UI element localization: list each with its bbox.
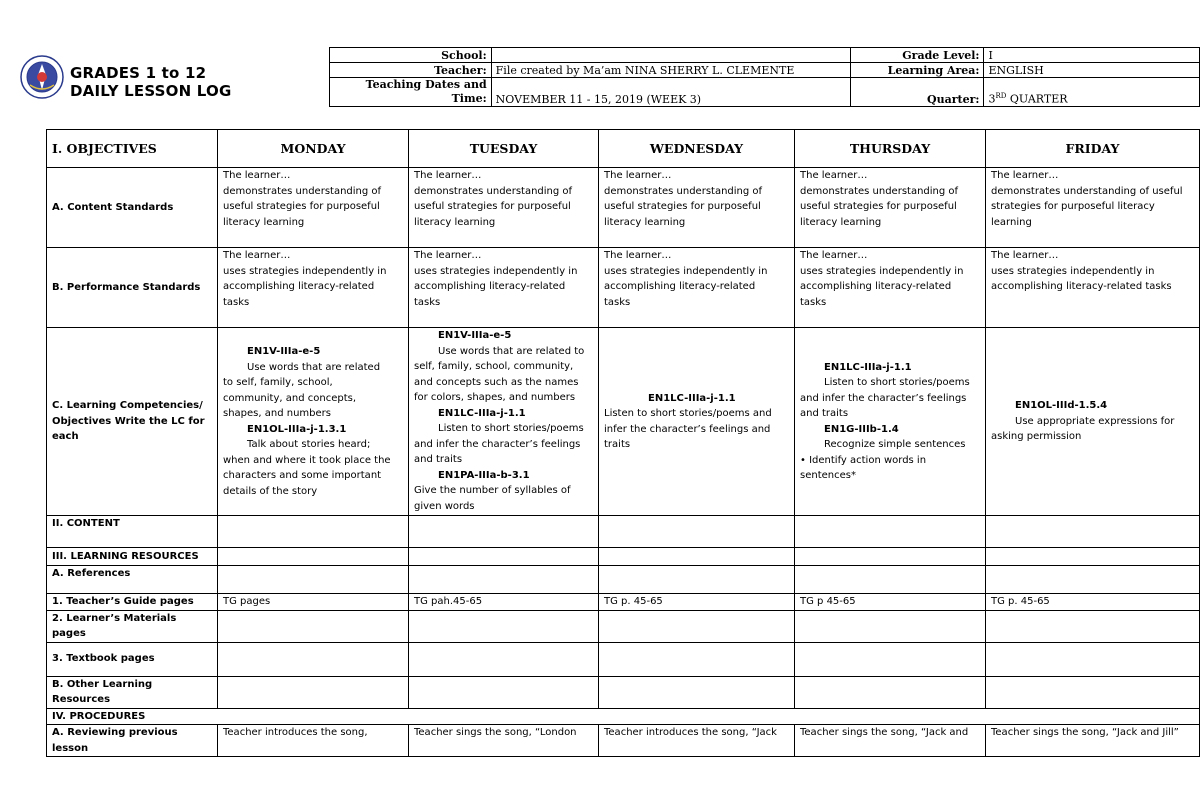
lesson-log-table	[46, 129, 1200, 757]
table-cell	[218, 676, 409, 708]
tg-wednesday: TG p. 45-65	[599, 594, 795, 611]
table-cell	[599, 676, 795, 708]
content-standard-thursday: The learner… demonstrates understanding of useful strategies for purposeful literacy learning	[795, 168, 986, 248]
review-tuesday: Teacher sings the song, “London	[409, 725, 599, 757]
learners-materials-row	[47, 610, 1200, 642]
tg-tuesday: TG pah.45-65	[409, 594, 599, 611]
table-header-row	[47, 130, 1200, 168]
grade-level-label: Grade Level:	[850, 48, 984, 63]
objectives-header: I. OBJECTIVES	[47, 130, 218, 168]
reviewing-row	[47, 725, 1200, 757]
quarter-label: Quarter:	[850, 78, 984, 107]
row-label: 2. Learner’s Materials pages	[47, 610, 218, 642]
table-cell	[795, 676, 986, 708]
table-cell	[409, 642, 599, 676]
deped-seal-logo	[20, 55, 64, 99]
row-label: A. Reviewing previous lesson	[47, 725, 218, 757]
table-cell	[795, 610, 986, 642]
row-label: A. Content Standards	[47, 168, 218, 248]
competency-friday: EN1OL-IIId-1.5.4 Use appropriate expressions for asking permission	[986, 328, 1200, 516]
table-cell	[986, 566, 1200, 594]
table-cell	[795, 516, 986, 548]
review-friday: Teacher sings the song, “Jack and Jill”	[986, 725, 1200, 757]
row-label: B. Other Learning Resources	[47, 676, 218, 708]
teachers-guide-row	[47, 594, 1200, 611]
row-label: III. LEARNING RESOURCES	[47, 548, 218, 566]
competencies-row	[47, 328, 1200, 516]
competency-tuesday: EN1V-IIIa-e-5 Use words that are related to self, family, school, community, and concepts such as the names for colors, shapes, and numbers EN1LC-IIIa-j-1.1 Listen to short stories/poems and infer the character’s feelings and traits EN1PA-IIIa-b-3.1 Give the number of syllables of given words	[409, 328, 599, 516]
title-line-1: GRADES 1 to 12	[70, 64, 207, 82]
content-row	[47, 516, 1200, 548]
school-label: School:	[330, 48, 492, 63]
teacher-label: Teacher:	[330, 63, 492, 78]
performance-standard-thursday: The learner… uses strategies independently in accomplishing literacy-related tasks	[795, 248, 986, 328]
table-cell	[409, 548, 599, 566]
school-value	[491, 48, 850, 63]
content-standard-wednesday: The learner… demonstrates understanding of useful strategies for purposeful literacy learning	[599, 168, 795, 248]
tg-friday: TG p. 45-65	[986, 594, 1200, 611]
table-cell	[599, 642, 795, 676]
performance-standard-monday: The learner… uses strategies independently in accomplishing literacy-related tasks	[218, 248, 409, 328]
table-cell	[409, 516, 599, 548]
table-cell	[599, 566, 795, 594]
quarter-value: 3RD QUARTER	[984, 78, 1200, 107]
learning-resources-row	[47, 548, 1200, 566]
teaching-dates-label: Teaching Dates and Time:	[330, 78, 492, 107]
procedures-row	[47, 708, 1200, 725]
row-label: IV. PROCEDURES	[47, 708, 1200, 725]
review-thursday: Teacher sings the song, “Jack and	[795, 725, 986, 757]
competency-wednesday: EN1LC-IIIa-j-1.1 Listen to short stories/poems and infer the character’s feelings and traits	[599, 328, 795, 516]
wednesday-header: WEDNESDAY	[599, 130, 795, 168]
content-standards-row	[47, 168, 1200, 248]
textbook-row	[47, 642, 1200, 676]
competency-thursday: EN1LC-IIIa-j-1.1 Listen to short stories/poems and infer the character’s feelings and traits EN1G-IIIb-1.4 Recognize simple sentences • Identify action words in sentences*	[795, 328, 986, 516]
table-cell	[795, 642, 986, 676]
table-cell	[409, 610, 599, 642]
teacher-value: File created by Ma’am NINA SHERRY L. CLEMENTE	[491, 63, 850, 78]
other-resources-row	[47, 676, 1200, 708]
teaching-dates-value: NOVEMBER 11 - 15, 2019 (WEEK 3)	[491, 78, 850, 107]
table-cell	[599, 610, 795, 642]
competency-monday: EN1V-IIIa-e-5 Use words that are related to self, family, school, community, and concepts, shapes, and numbers EN1OL-IIIa-j-1.3.1 Talk about stories heard; when and where it took place the characters and some important details of the story	[218, 328, 409, 516]
grade-level-value: I	[984, 48, 1200, 63]
table-cell	[986, 610, 1200, 642]
content-standard-monday: The learner… demonstrates understanding of useful strategies for purposeful literacy learning	[218, 168, 409, 248]
table-cell	[986, 548, 1200, 566]
row-label: 1. Teacher’s Guide pages	[47, 594, 218, 611]
tuesday-header: TUESDAY	[409, 130, 599, 168]
learning-area-value: ENGLISH	[984, 63, 1200, 78]
performance-standards-row	[47, 248, 1200, 328]
table-cell	[599, 548, 795, 566]
learning-area-label: Learning Area:	[850, 63, 984, 78]
header-info-table	[329, 47, 1200, 107]
review-wednesday: Teacher introduces the song, “Jack	[599, 725, 795, 757]
table-cell	[409, 676, 599, 708]
table-cell	[218, 516, 409, 548]
row-label: A. References	[47, 566, 218, 594]
review-monday: Teacher introduces the song,	[218, 725, 409, 757]
table-cell	[795, 548, 986, 566]
tg-thursday: TG p 45-65	[795, 594, 986, 611]
table-cell	[986, 516, 1200, 548]
table-cell	[218, 610, 409, 642]
document-title	[70, 64, 232, 100]
monday-header: MONDAY	[218, 130, 409, 168]
row-label: II. CONTENT	[47, 516, 218, 548]
table-cell	[599, 516, 795, 548]
thursday-header: THURSDAY	[795, 130, 986, 168]
references-row	[47, 566, 1200, 594]
table-cell	[218, 548, 409, 566]
performance-standard-wednesday: The learner… uses strategies independently in accomplishing literacy-related tasks	[599, 248, 795, 328]
content-standard-friday: The learner… demonstrates understanding of useful strategies for purposeful literacy learning	[986, 168, 1200, 248]
table-cell	[218, 566, 409, 594]
tg-monday: TG pages	[218, 594, 409, 611]
table-cell	[986, 676, 1200, 708]
table-cell	[986, 642, 1200, 676]
performance-standard-friday: The learner… uses strategies independently in accomplishing literacy-related tasks	[986, 248, 1200, 328]
table-cell	[795, 566, 986, 594]
row-label: C. Learning Competencies/ Objectives Write the LC for each	[47, 328, 218, 516]
table-cell	[218, 642, 409, 676]
friday-header: FRIDAY	[986, 130, 1200, 168]
row-label: B. Performance Standards	[47, 248, 218, 328]
title-line-2: DAILY LESSON LOG	[70, 82, 232, 100]
table-cell	[409, 566, 599, 594]
content-standard-tuesday: The learner… demonstrates understanding of useful strategies for purposeful literacy learning	[409, 168, 599, 248]
row-label: 3. Textbook pages	[47, 642, 218, 676]
performance-standard-tuesday: The learner… uses strategies independently in accomplishing literacy-related tasks	[409, 248, 599, 328]
